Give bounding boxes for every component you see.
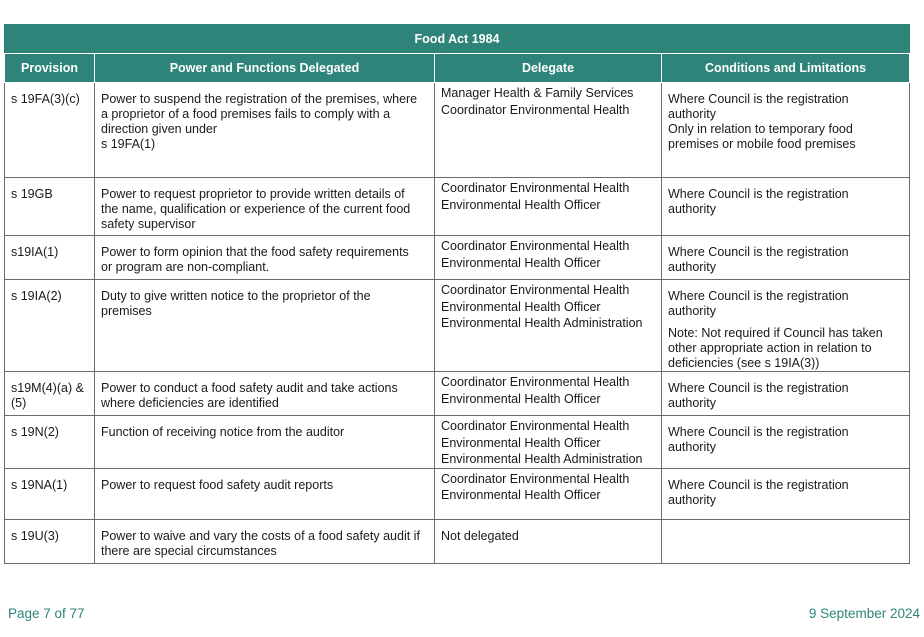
provision-line: s 19N(2) [11, 425, 59, 439]
conditions-cell [662, 519, 910, 563]
power-line: there are special circumstances [101, 543, 277, 558]
delegate-line: Environmental Health Officer [441, 488, 601, 502]
provision-cell [5, 468, 95, 519]
table-row [5, 519, 910, 563]
power-cell [95, 178, 435, 236]
power-line: direction given under [101, 122, 218, 136]
provision-cell [5, 178, 95, 236]
table-body [5, 83, 910, 564]
delegate-line: Environmental Health Officer [441, 255, 601, 270]
conditions-line: Where Council is the registration [668, 477, 849, 492]
delegate-line: Environmental Health Officer [441, 299, 601, 314]
power-cell [95, 468, 435, 519]
delegate-cell [435, 236, 662, 280]
header-conditions: Conditions and Limitations [662, 54, 910, 83]
conditions-line: authority [668, 304, 716, 318]
power-line: Power to suspend the registration of the premises, where [101, 92, 418, 106]
conditions-cell [662, 468, 910, 519]
delegate-line: Coordinator Environmental Health [441, 375, 630, 389]
power-line: premises [101, 304, 152, 318]
conditions-line: authority [668, 492, 716, 507]
power-line: Power to request proprietor to provide written details of [101, 187, 405, 201]
power-line: Function of receiving notice from the auditor [101, 425, 345, 439]
conditions-line: Where Council is the registration [668, 245, 849, 259]
delegate-cell [435, 468, 662, 519]
power-line: the name, qualification or experience of the current food [101, 202, 411, 216]
conditions-cell [662, 83, 910, 178]
delegate-line: Not delegated [441, 528, 519, 543]
power-line: where deficiencies are identified [101, 396, 279, 410]
conditions-line: premises or mobile food premises [668, 137, 856, 151]
delegate-cell [435, 372, 662, 416]
delegation-table [4, 24, 910, 564]
provision-cell [5, 519, 95, 563]
conditions-line: authority [668, 260, 716, 274]
delegate-line: Environmental Health Officer [441, 435, 601, 450]
table-row [5, 280, 910, 372]
conditions-line: Where Council is the registration [668, 289, 849, 303]
delegate-line: Coordinator Environmental Health [441, 283, 630, 297]
delegate-cell [435, 416, 662, 469]
conditions-line: authority [668, 396, 716, 410]
conditions-cell [662, 416, 910, 469]
page-number: Page 7 of 77 [8, 606, 85, 621]
power-line: s 19FA(1) [101, 137, 156, 151]
conditions-cell [662, 372, 910, 416]
provision-cell [5, 372, 95, 416]
table-row [5, 416, 910, 469]
power-cell [95, 519, 435, 563]
conditions-note [668, 326, 903, 371]
power-cell [95, 280, 435, 372]
table-row [5, 372, 910, 416]
delegate-cell [435, 519, 662, 563]
conditions-line: Where Council is the registration [668, 425, 849, 439]
header-power-functions: Power and Functions Delegated [95, 54, 435, 83]
conditions-line: Where Council is the registration [668, 92, 849, 106]
power-line: Power to form opinion that the food safety requirements [101, 245, 409, 259]
power-cell [95, 83, 435, 178]
power-line: safety supervisor [101, 217, 196, 231]
note-line: Note: Not required if Council has taken [668, 326, 883, 340]
table-row [5, 83, 910, 178]
header-provision: Provision [5, 54, 95, 83]
conditions-line: authority [668, 440, 716, 454]
power-line: a proprietor of a food premises fails to comply with a [101, 107, 391, 121]
provision-line: (5) [11, 396, 27, 410]
provision-cell [5, 416, 95, 469]
provision-line: s19M(4)(a) & [11, 381, 84, 395]
conditions-line: Where Council is the registration [668, 381, 849, 395]
delegate-line: Environmental Health Administration [441, 452, 643, 466]
power-line: Duty to give written notice to the proprietor of the [101, 289, 371, 303]
power-cell [95, 416, 435, 469]
power-line: Power to request food safety audit reports [101, 477, 334, 492]
delegate-line: Environmental Health Officer [441, 391, 601, 406]
provision-line: s 19IA(2) [11, 289, 62, 303]
delegate-line: Coordinator Environmental Health [441, 102, 630, 117]
conditions-cell [662, 280, 910, 372]
provision-line: s 19NA(1) [11, 477, 68, 492]
delegate-cell [435, 178, 662, 236]
delegate-line: Manager Health & Family Services [441, 86, 634, 100]
provision-cell [5, 83, 95, 178]
table-row [5, 236, 910, 280]
delegate-line: Environmental Health Officer [441, 197, 601, 212]
delegate-cell [435, 280, 662, 372]
power-line: or program are non-compliant. [101, 260, 270, 274]
delegate-cell [435, 83, 662, 178]
delegate-line: Coordinator Environmental Health [441, 471, 630, 486]
conditions-line: Where Council is the registration [668, 187, 849, 201]
conditions-cell [662, 236, 910, 280]
power-line: Power to conduct a food safety audit and take actions [101, 381, 398, 395]
delegate-line: Environmental Health Administration [441, 316, 643, 330]
provision-cell [5, 280, 95, 372]
provision-line: s 19FA(3)(c) [11, 92, 80, 106]
document-date: 9 September 2024 [808, 606, 920, 621]
delegate-line: Coordinator Environmental Health [441, 419, 630, 433]
power-cell [95, 236, 435, 280]
power-cell [95, 372, 435, 416]
delegate-line: Coordinator Environmental Health [441, 239, 630, 253]
provision-line: s 19U(3) [11, 528, 59, 543]
power-line: Power to waive and vary the costs of a food safety audit if [101, 528, 420, 543]
conditions-line: authority [668, 107, 716, 121]
delegate-line: Coordinator Environmental Health [441, 181, 630, 195]
table-title: Food Act 1984 [5, 25, 910, 54]
table-row [5, 468, 910, 519]
conditions-line: authority [668, 202, 716, 216]
note-line: other appropriate action in relation to [668, 341, 872, 355]
note-line: deficiencies (see s 19IA(3)) [668, 356, 820, 370]
table-row [5, 178, 910, 236]
header-delegate: Delegate [435, 54, 662, 83]
conditions-cell [662, 178, 910, 236]
conditions-line: Only in relation to temporary food [668, 122, 853, 136]
provision-line: s19IA(1) [11, 245, 59, 259]
provision-line: s 19GB [11, 187, 53, 201]
provision-cell [5, 236, 95, 280]
